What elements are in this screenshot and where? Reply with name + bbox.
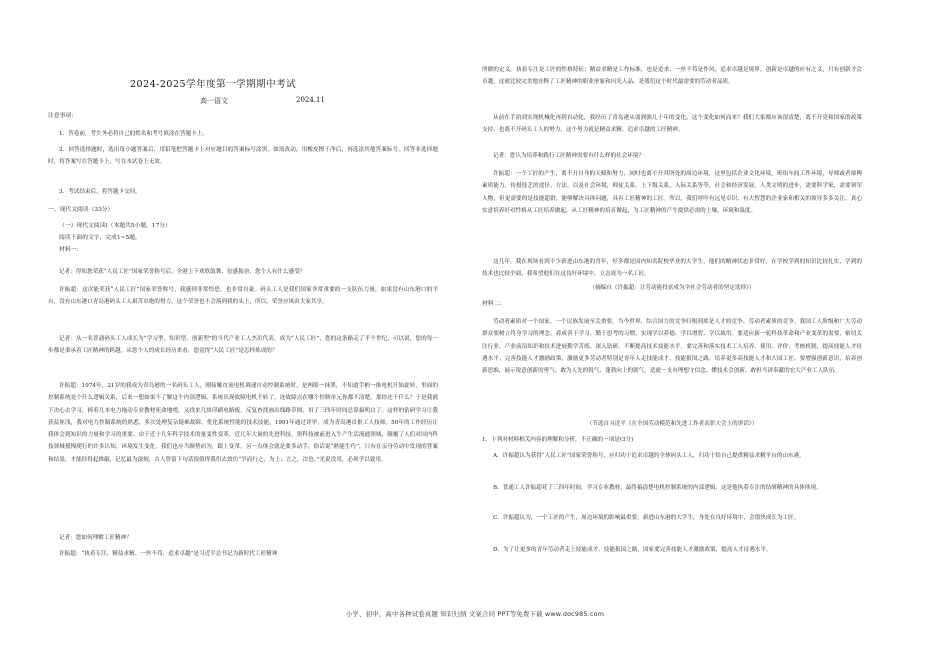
interview-paragraph: 所做的定义。执着专注是工匠的性格特征；精益求精是工作标准，也是追求；一丝不苟是作风；追求卓越是境界，创新是卓越的应有之义，只有创新才会卓越，这就比较完美地诠释了工匠精神的职业形象和闪光人品，是我们这个时代最需要的劳动者品质。 (482, 67, 862, 86)
exam-subject: 高一语文 (200, 97, 228, 105)
source-citation: （摘编自《许振超：让劳动能投富成为全社会劳动者的坚定选择》） (589, 285, 755, 291)
reading-instruction: 阅读下面的文字，完成1~5题。 (59, 235, 141, 241)
interview-paragraph: 许振超：这次能荣获“人民工匠”国家荣誉称号，我感到非常惶恐，也非常自豪。码头工人是我们国家非常重要的一支队伍力量，如果没有山东港口的平台，没有山东港口青岛港码头工人艰苦卓绝的努力，这个荣誉也不会落到我的头上，所以，荣誉应该由大家共享。 (48, 287, 438, 306)
interview-paragraph: 从前在手拍到实现机械化再到自动化，我经历了青岛港从弱到强几十年的变化，这个变化如何而来？我们大家都应该很清楚，离不开党和国家的政策支持，也离不开码头工人的努力，这个努力就是精益求精、追求卓越的工匠精神。 (482, 115, 862, 134)
question-option: C．许振超认为，一个工匠的产生，周边环境的影响最重要，新进山东港的大学生，身处在良好环境中，会很快成长为工匠。 (493, 515, 800, 521)
note-item: 1．答卷前，考生务必将自己的姓名和考号填涂在答题卡上。 (59, 131, 208, 137)
question-option: D．为了让更多的青年劳动者走上技能成才、技能报国之路，国家要完善技能人才激励政策，提高人才待遇水平。 (493, 547, 772, 553)
interview-paragraph: 许振超：“执着专注、精益求精、一丝不苟、追求卓越”是习近平总书记为新时代工匠精神 (59, 551, 278, 557)
sub-section-heading: （一）现代文阅读Ⅰ（本题共5小题，17分） (59, 223, 171, 229)
question-option: A．许振超认为获得“人民工匠”国家荣誉称号，应归功于追求卓越的全体码头工人，归功于给自己提供精益求精平台的山东港。 (493, 453, 805, 459)
interview-paragraph: 记者：您认为培养和践行工匠精神需要有什么样的社会环境？ (493, 153, 645, 159)
question-option: B．普通工人许振超花了三四年时间，学习专业教材，最终搞清楚电机控制系统的内部逻辑，这是他执着专注的钻研精神的具体体现。 (493, 485, 822, 491)
interview-paragraph: 记者：从一名普通码头工人成长为“学习型、知识型、创新型”的当代产业工人杰出代表，成为“人民工匠”，您的这条路走了半个世纪，可以说，您的每一步都是秉承着工匠精神的跨越。从您个人的成长经历来看，您觉得“人民工匠”是怎样炼成的？ (48, 336, 438, 355)
notes-heading: 注意事项： (48, 113, 77, 119)
interview-paragraph: 这几年，我在现场看到不少新进山东港的青年，好多都是国内知名院校毕业的大学生，他们的精神状态非常好，在学校学到的知识比较扎实，学到的技术也比较全面，我希望他们在这良好环境中，立志成为一名工匠。 (482, 259, 862, 278)
material-label: 材料二： (482, 301, 506, 307)
interview-paragraph: 记者：您如何理解工匠精神？ (59, 535, 132, 541)
note-item: 2．回答选择题时，选出每小题答案后，用铅笔把答题卡上对应题目的答案标号涂黑。如需改动，用橡皮擦干净后，再选涂其他答案标号。回答非选择题时，将答案写在答题卡上，写在本试卷上无效。 (48, 147, 438, 166)
section-heading: 一、现代文阅读（33分） (48, 207, 114, 213)
source-citation: （节选自习近平《在全国劳动模范和先进工作者表彰大会上的讲话》） (586, 421, 758, 427)
page-footer: 小学、初中、高中各种试卷真题 知识归纳 文案合同 PPT等免费下载 www.doc985.com (345, 610, 605, 618)
exam-title: 2024-2025学年度第一学期期中考试 (130, 79, 297, 90)
material-label: 材料一： (59, 247, 83, 253)
interview-paragraph: 许振超：一个工匠的产生，离不开自身的天赋和努力，同时也离不开其所处的周边环境，这里包括企业文化环境，班组车间工作环境，导师或者师傅素质能力，传授技艺的途径、方法，以及社会环境，师徒关系，上下级关系，人际关系等等，社会和经济发展，人类文明的进步，需要科学家，需要领军人物，但更需要的是技能超群，能够解决具体问题，具有工匠精神的工匠。所以，我们呼吁有远见卓识、有大智慧的企业家和相关的领导多多关注、真心实意培养好对性格从工匠培养做起，从工匠精神的培育做起，为工匠精神的产生提供必需的土壤，环境和温度。 (482, 171, 862, 214)
interview-paragraph: 许振超：1974年，21岁的我成为青岛港的一名码头工人，刚接触直流电机调速自动控制系统时，是两眼一抹黑，不知道手柄一推电机开始旋转，里面的控制系统是个什么逻辑关系，后来一想如果不了解这个内部逻辑，系统出现故障电机不转了，连故障点在哪个控制单元你都不清楚，那你还干什么？于是我就下决心去学习，捧着几本电力拖动专业教材死命地啃，又找来几块印刷电路板，反复查找画出线路草图，用了三四年时间总算搞明白了。这样的钻研学习让我获益匪浅，我对电力控制系统的熟悉，多次处理复杂疑难故障，优化系统性能的技术技能，1991年通过评审，成为青岛港首批工人技师。50年的工作经历让我体会到知识的力量和学习的重要。由于近十几年科学技术的量变性变革，近几年大量的先进科技，黑科技被前进入生产生活流通领域，颠覆了人们对国内科技领域援慢爬行的许多认知，环境发生变化，我们也应当顺势而为，跟上变革。另一点体会就是要多动手，俗话说“熟能生巧”，只有在亲身劳动中发现的答案和结果，才能经得起推敲，记忆最为深刻，古人曾留下句话很值得我们去效仿“学而行之，为上；言之，次也。”光说没用，必须学以致用。 (48, 383, 438, 463)
interview-paragraph: 记者：得知您荣获“人民工匠”国家荣誉称号后，全港上下欢欣鼓舞、倍感振奋，您个人有什么感受？ (59, 269, 306, 275)
material-paragraph: 劳动者素质对一个国家、一个民族发展至关重要。当今世界，综合国力的竞争归根到底是人才的竞争、劳动者素质的竞争。我国工人阶级和广大劳动群众要树立终身学习的理念，养成善于学习、勤于思考的习惯，实现学以养德、学以增智、学以致用。要适应新一轮科技革命和产业变革的需要，密切关注行业、产业前沿知识和技术进展勤学苦练、深入钻研，不断提高技术技能水平。要完善和落实技术工人培养、使用、评价、考核机制，提高技能人才待遇水平；完善技能人才激励政策，激励更多劳动者特别是青年人走技能成才、技能报国之路，培养更多高技能人才和大国工匠。要增强创新意识，培养创新思维，展示锐意创新的勇气、敢为人先的锐气、蓬勃向上的朝气，造就一支有理想守信念、懂技术会创新、敢担当讲奉献的宏大产业工人队伍。 (482, 319, 862, 375)
note-item: 3．考试结束后，将答题卡交回。 (59, 189, 141, 195)
question-stem: 1．下列对材料相关内容的理解和分析，不正确的一项是(3分) (482, 437, 634, 443)
exam-date: 2024.11 (296, 96, 325, 104)
